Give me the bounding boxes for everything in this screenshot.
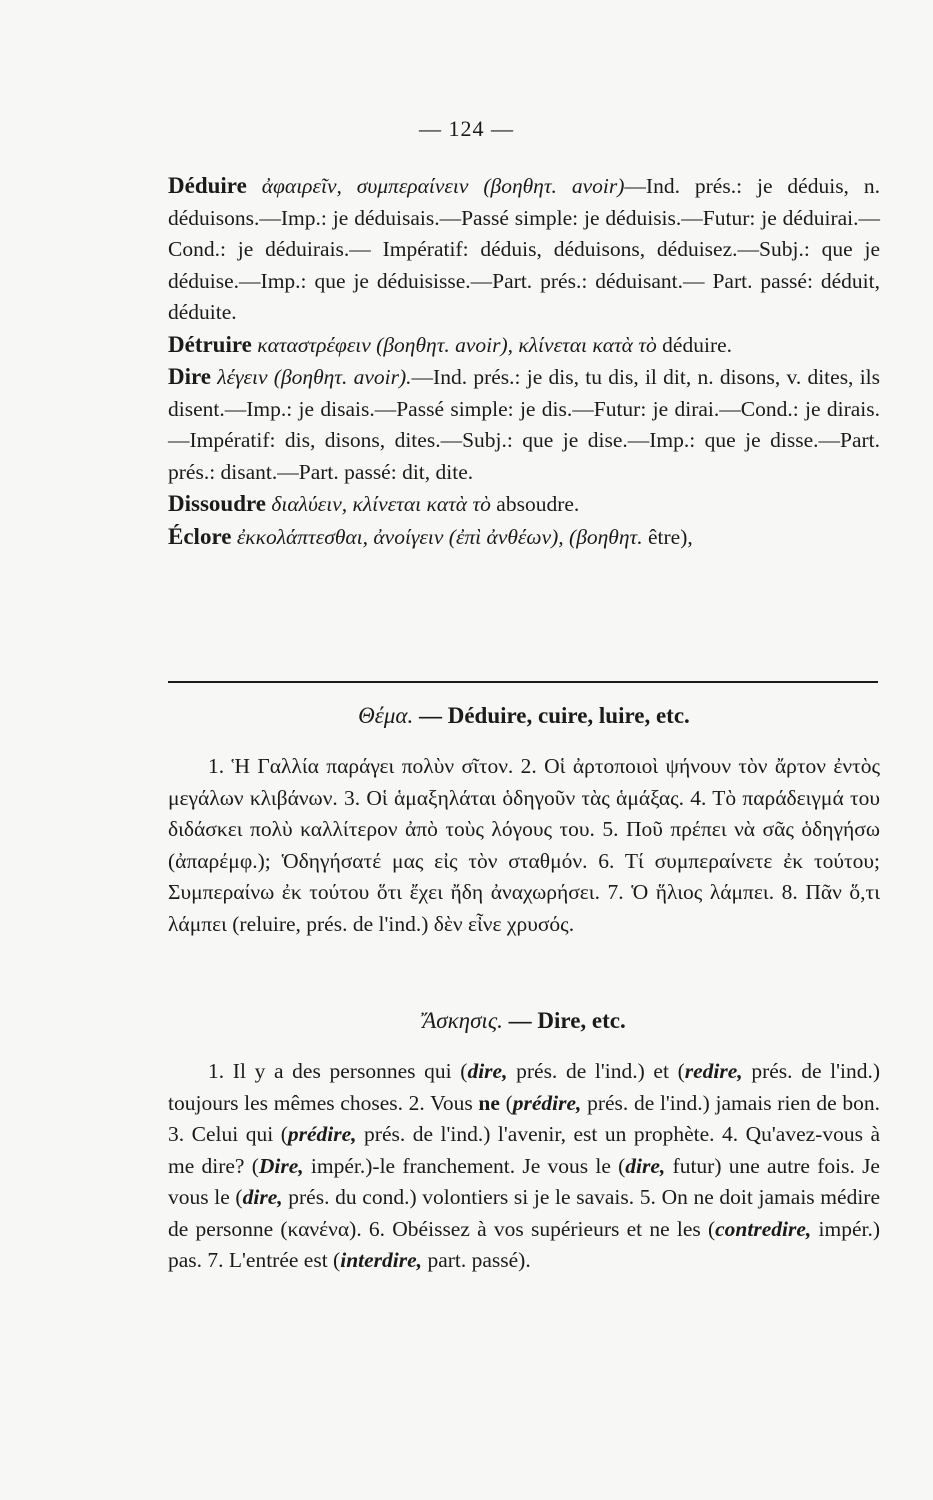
askesis-fragment: impér.) pas. 7. L'entrée est ( <box>168 1216 881 1272</box>
askesis-fragment: prés. de l'ind.) et ( <box>507 1059 685 1083</box>
greek-gloss-dire: λέγειν (βοηθητ. avoir). <box>217 365 412 389</box>
askesis-fragment: impér.)-le franchement. Je vous le ( <box>303 1153 626 1178</box>
askesis-fragment: prés. du cond.) volontiers si je le savais. 5. On ne doit jamais médire de personne (κανένα). 6. Obéissez à vos supérieurs et ne les ( <box>168 1185 881 1241</box>
thema-title: — Déduire, cuire, luire, etc. <box>418 703 690 728</box>
askesis-fragment: 1. Il y a des personnes qui ( <box>208 1059 468 1083</box>
entry-detruire <box>168 329 880 362</box>
verb-redire: redire, <box>684 1059 743 1083</box>
section-divider <box>168 681 878 683</box>
thema-heading <box>168 703 880 729</box>
askesis-fragment: prés. de l'ind.) l'avenir, est un prophète. 4. Qu'avez-vous à me dire? ( <box>168 1122 881 1178</box>
entry-deduire <box>168 170 880 329</box>
askesis-section <box>168 1008 880 1277</box>
askesis-fragment: ( <box>499 1090 513 1115</box>
askesis-title: — Dire, etc. <box>508 1008 626 1033</box>
entry-text-detruire: déduire. <box>662 332 733 357</box>
word-ne: ne <box>478 1090 500 1115</box>
greek-gloss-detruire: καταστρέφειν (βοηθητ. avoir), κλίνεται κατὰ τὸ <box>257 332 657 357</box>
greek-gloss-eclore: ἐκκολάπτεσθαι, ἀνοίγειν (ἐπὶ ἀνθέων), (βοηθητ. <box>236 524 643 549</box>
headword-dire: Dire <box>168 364 212 389</box>
verb-interdire: interdire, <box>340 1248 423 1272</box>
page-number: — 124 — <box>419 116 514 141</box>
askesis-fragment: part. passé). <box>422 1248 531 1272</box>
entry-dire <box>168 361 880 488</box>
headword-eclore: Éclore <box>168 523 232 549</box>
askesis-fragment: futur) une autre fois. Je vous le ( <box>168 1153 880 1209</box>
verb-contredire: contredire, <box>715 1216 812 1241</box>
headword-dissoudre: Dissoudre <box>168 491 266 516</box>
greek-gloss-deduire: ἀφαιρεῖν, συμπεραίνειν (βοηθητ. avoir) <box>261 174 625 198</box>
thema-section <box>168 703 880 940</box>
entry-dissoudre <box>168 488 880 521</box>
thema-body: 1. Ἡ Γαλλία παράγει πολὺν σῖτον. 2. Οἱ ἀρτοποιοὶ ψήνουν τὸν ἄρτον ἐντὸς μεγάλων κλιβάνων. 3. Οἱ ἁμαξηλάται ὁδηγοῦν τὰς ἁμάξας. 4. Τὸ παράδειγμά του διδάσκει πολὺ καλλίτερον ἀπὸ τοὺς λόγους του. 5. Ποῦ πρέπει νὰ σᾶς ὁδηγήσω (ἀπαρέμφ.); Ὁδηγήσατέ μας εἰς τὸν σταθμόν. 6. Τί συμπεραίνετε ἐκ τούτου; Συμπεραίνω ἐκ τούτου ὅτι ἔχει ἤδη ἀναχωρήσει. 7. Ὁ ἥλιος λάμπει. 8. Πᾶν ὅ,τι λάμπει (reluire, prés. de l'ind.) δὲν εἶνε χρυσός. <box>168 754 880 936</box>
entry-text-dissoudre: absoudre. <box>496 492 580 516</box>
askesis-label: Ἄσκησις. <box>422 1008 503 1033</box>
conjugation-entries <box>168 170 880 553</box>
entry-eclore <box>168 521 880 554</box>
headword-deduire: Déduire <box>168 173 247 198</box>
askesis-heading <box>168 1008 880 1034</box>
thema-label: Θέμα. <box>358 703 414 728</box>
entry-text-deduire: —Ind. prés.: je déduis, n. déduisons.—Imp.: je déduisais.—Passé simple: je déduisis.—Futur: je déduirai.—Cond.: je déduirais.— Impératif: déduis, déduisons, déduisez.—Subj.: que je déduise.—Imp.: que je déduisisse.—Part. prés.: déduisant.— Part. passé: déduit, déduite. <box>168 174 880 324</box>
entry-text-eclore: être), <box>647 524 693 549</box>
verb-predire: prédire, <box>512 1090 582 1115</box>
verb-predire: prédire, <box>287 1122 357 1146</box>
verb-dire-futur: dire, <box>625 1153 666 1178</box>
askesis-fragment: prés. de l'ind.) jamais rien de bon. 3. Celui qui ( <box>168 1090 880 1146</box>
thema-text <box>168 751 880 940</box>
verb-dire: dire, <box>467 1059 508 1083</box>
entry-text-dire: —Ind. prés.: je dis, tu dis, il dit, n. disons, v. dites, ils disent.—Imp.: je disais.—Passé simple: je dis.—Futur: je dirai.—Cond.: je dirais.—Impératif: dis, disons, dites.—Subj.: que je dise.—Imp.: que je disse.—Part. prés.: disant.—Part. passé: dit, dite. <box>168 365 881 484</box>
verb-dire-cond: dire, <box>242 1185 283 1209</box>
askesis-fragment: prés. de l'ind.) toujours les mêmes choses. 2. Vous <box>168 1059 881 1115</box>
headword-detruire: Détruire <box>168 331 252 357</box>
greek-gloss-dissoudre: διαλύειν, κλίνεται κατὰ τὸ <box>271 492 491 516</box>
verb-dire-imper: Dire, <box>258 1153 304 1178</box>
askesis-text <box>168 1056 880 1277</box>
